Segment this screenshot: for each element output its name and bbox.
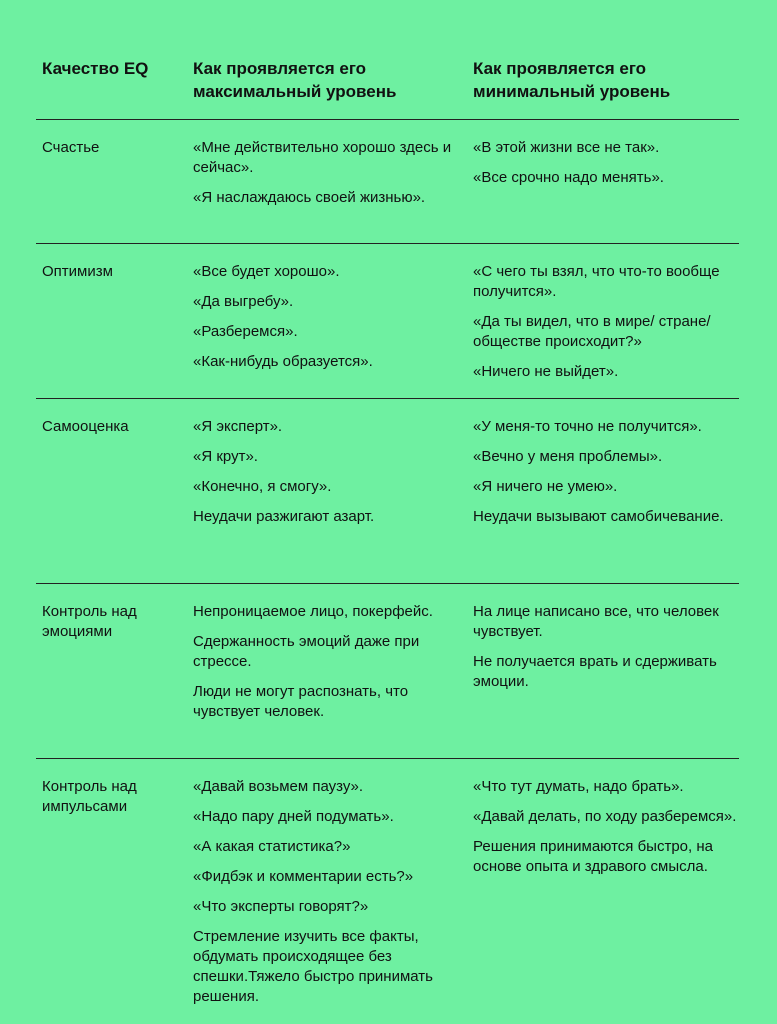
max-cell [187,759,467,1024]
min-item: «У меня-то точно не получится». [473,418,702,435]
max-item: «Что эксперты говорят?» [193,898,369,915]
max-item: Стремление изучить все факты, обдумать происходящее без спешки.Тяжело быстро принимать решения. [193,928,433,1005]
min-cell [467,244,739,398]
table-row [36,759,739,1024]
min-item: «Давай делать, по ходу разберемся». [473,808,737,825]
min-item: «Вечно у меня проблемы». [473,448,663,465]
max-item: «Да выгребу». [193,293,294,310]
max-item: Люди не могут распознать, что чувствует человек. [193,683,409,720]
min-item: «Да ты видел, что в мире/ стране/обществе происходит?» [473,313,711,350]
min-item: «Что тут думать, надо брать». [473,778,684,795]
min-cell [467,759,739,1024]
min-item: «В этой жизни все не так». [473,139,660,156]
max-item: «Я наслаждаюсь своей жизнью». [193,189,426,206]
max-item: Неудачи разжигают азарт. [193,508,375,525]
max-item: Сдержанность эмоций даже при стрессе. [193,633,420,670]
max-item: «Надо пару дней подумать». [193,808,394,825]
quality-cell: Самооценка [42,418,129,435]
min-item: «Ничего не выйдет». [473,363,619,380]
min-item: «Я ничего не умею». [473,478,618,495]
quality-cell: Контроль над эмоциями [42,603,137,640]
max-cell [187,120,467,243]
min-item: На лице написано все, что человек чувствует. [473,603,719,640]
max-item: «Я эксперт». [193,418,283,435]
min-cell [467,120,739,243]
max-item: «Как-нибудь образуется». [193,353,373,370]
header-quality: Качество EQ [42,59,149,78]
table-header [36,0,739,120]
table-row [36,244,739,399]
max-item: Непроницаемое лицо, покерфейс. [193,603,433,620]
quality-cell: Счастье [42,139,100,156]
table-row [36,399,739,584]
header-max-level: Как проявляется его максимальный уровень [193,59,397,101]
min-item: «С чего ты взял, что что-то вообще получится». [473,263,720,300]
quality-cell: Оптимизм [42,263,113,280]
max-cell [187,244,467,398]
max-item: «Разберемся». [193,323,298,340]
table-row [36,120,739,244]
max-item: «Я крут». [193,448,258,465]
min-item: Неудачи вызывают самобичевание. [473,508,724,525]
min-cell [467,584,739,758]
min-item: «Все срочно надо менять». [473,169,664,186]
min-item: Не получается врать и сдерживать эмоции. [473,653,717,690]
quality-cell: Контроль над импульсами [42,778,137,815]
min-cell [467,399,739,583]
min-item: Решения принимаются быстро, на основе опыта и здравого смысла. [473,838,713,875]
table-row [36,584,739,759]
max-item: «Все будет хорошо». [193,263,340,280]
max-item: «Мне действительно хорошо здесь и сейчас». [193,139,452,176]
max-cell [187,584,467,758]
header-min-level: Как проявляется его минимальный уровень [473,59,671,101]
max-item: «Конечно, я смогу». [193,478,332,495]
max-item: «Фидбэк и комментарии есть?» [193,868,414,885]
max-item: «Давай возьмем паузу». [193,778,364,795]
max-cell [187,399,467,583]
max-item: «А какая статистика?» [193,838,351,855]
